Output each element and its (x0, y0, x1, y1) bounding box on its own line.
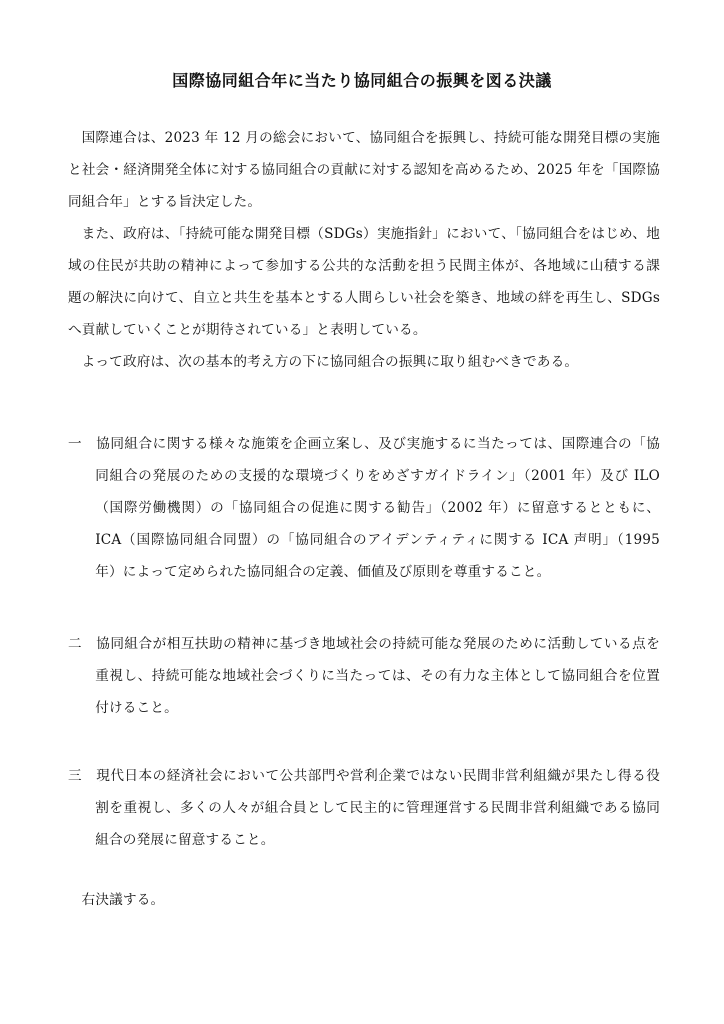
closing-text: 右決議する。 (81, 892, 165, 908)
item-marker: 二 (68, 636, 83, 652)
resolution-item-1 (68, 428, 660, 588)
item-text: 協同組合に関する様々な施策を企画立案し、及び実施するに当たっては、国際連合の「協同組合の発展のための支援的な環境づくりをめざすガイドライン」（2001 年）及び ILO（国際労働機関）の「協同組合の促進に関する勧告」（2002 年）に留意するとともに、ICA（国際協同組合同盟）の「協同組合のアイデンティティに関する ICA 声明」（1995 年）によって定められた協同組合の定義、価値及び原則を尊重すること。 (95, 436, 661, 580)
item-text: 現代日本の経済社会において公共部門や営利企業ではない民間非営利組織が果たし得る役割を重視し、多くの人々が組合員として民主的に管理運営する民間非営利組織である協同組合の発展に留意すること。 (95, 768, 661, 848)
preamble (68, 122, 660, 378)
paragraph-3: よって政府は、次の基本的考え方の下に協同組合の振興に取り組むべきである。 (81, 354, 579, 370)
document-title: 国際協同組合年に当たり協同組合の振興を図る決議 (172, 71, 552, 90)
closing-section (68, 884, 660, 916)
resolution-item-2 (68, 628, 660, 724)
paragraph-1: 国際連合は、2023 年 12 月の総会において、協同組合を振興し、持続可能な開発目標の実施と社会・経済開発全体に対する協同組合の貢献に対する認知を高めるため、2025 年を「国際協同組合年」とする旨決定した。 (68, 130, 660, 210)
resolution-item-3 (68, 760, 660, 856)
paragraph-2: また、政府は、「持続可能な開発目標（SDGs）実施指針」において、「協同組合をはじめ、地域の住民が共助の精神によって参加する公共的な活動を担う民間主体が、各地域に山積する課題の解決に向けて、自立と共生を基本とする人間らしい社会を築き、地域の絆を再生し、SDGs へ貢献していくことが期待されている」と表明している。 (68, 226, 660, 338)
item-marker: 三 (68, 768, 83, 784)
item-marker: 一 (68, 436, 83, 452)
item-text: 協同組合が相互扶助の精神に基づき地域社会の持続可能な発展のために活動している点を重視し、持続可能な地域社会づくりに当たっては、その有力な主体として協同組合を位置付けること。 (95, 636, 661, 716)
